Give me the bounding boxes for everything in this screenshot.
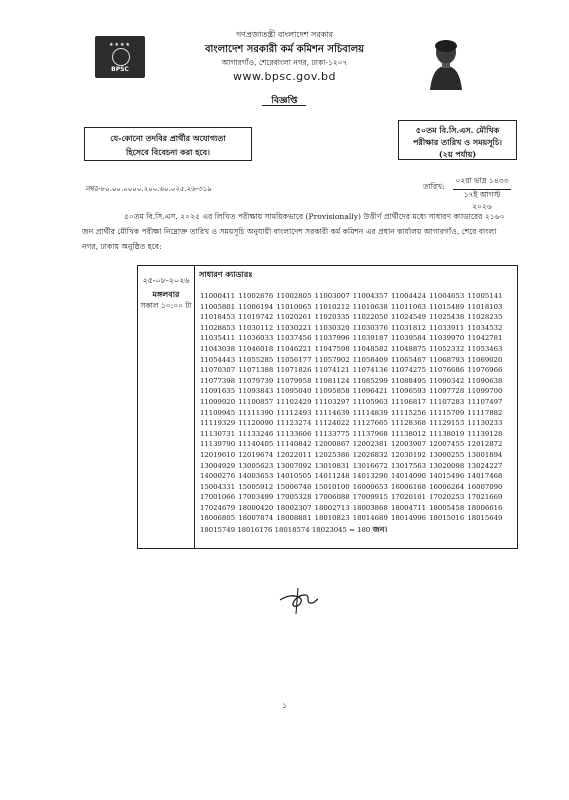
roll-number: 11074121 (314, 366, 350, 375)
roll-number: 11057902 (314, 355, 350, 364)
roll-number: 15006746 (276, 482, 312, 491)
roll-number: 11022050 (352, 313, 388, 322)
table-row (200, 408, 515, 419)
warning-box (84, 127, 252, 161)
table-row (200, 386, 515, 397)
roll-number: 11079739 (238, 376, 274, 385)
table-row (200, 418, 515, 429)
roll-number: 11095040 (276, 387, 312, 396)
roll-number: 17021669 (467, 493, 503, 502)
table-row (200, 461, 515, 472)
roll-number: 14014090 (390, 472, 427, 481)
roll-number: 11129153 (429, 419, 465, 428)
roll-number: 11048582 (352, 344, 388, 353)
roll-number: 11028853 (200, 323, 236, 332)
roll-number: 11037996 (314, 334, 350, 343)
roll-number: 11011063 (390, 302, 427, 311)
roll-number: 11010638 (352, 302, 388, 311)
roll-number: 12007455 (429, 440, 465, 449)
roll-number: 11109945 (200, 408, 236, 417)
roll-number: 11130233 (467, 419, 503, 428)
roll-number: 18006616 (467, 503, 503, 512)
table-row (200, 450, 515, 461)
roll-number: 11081124 (314, 376, 350, 385)
roll-number: 18004711 (390, 503, 427, 512)
roll-number: 11065467 (390, 355, 427, 364)
roll-number: 11095858 (314, 387, 350, 396)
roll-number: 11024549 (390, 313, 427, 322)
roll-number: 11105963 (352, 397, 388, 406)
exam-time: সকাল ১০:০০ টা (140, 301, 192, 310)
table-row (200, 429, 515, 440)
roll-number: 11046221 (276, 344, 312, 353)
roll-number: 13005623 (238, 461, 274, 470)
roll-number: 11088495 (390, 376, 427, 385)
table-row (200, 291, 515, 302)
table-row (200, 482, 515, 493)
roll-number: 11015489 (429, 302, 465, 311)
roll-number: 18007874 (238, 514, 274, 523)
roll-number: 11114639 (314, 408, 350, 417)
roll-number: 13001894 (467, 450, 503, 459)
roll-number: 11096593 (390, 387, 427, 396)
roll-number: 11097728 (429, 387, 465, 396)
roll-number: 16006264 (429, 482, 465, 491)
roll-number: 17024679 (200, 503, 236, 512)
table-row (200, 302, 515, 313)
roll-number: 11140842 (276, 440, 312, 449)
roll-number: 16000653 (352, 482, 388, 491)
roll-number: 11058409 (352, 355, 388, 364)
date-label: তারিখ: (423, 182, 445, 191)
roll-number: 18002307 (276, 503, 312, 512)
last-roll: 18016176 (237, 526, 273, 534)
exam-date: ২৫-০৮-২০২৬ (142, 276, 190, 285)
roll-number: 11054443 (200, 355, 236, 364)
roll-number: 11039970 (429, 334, 465, 343)
roll-number: 11018453 (200, 313, 236, 322)
table-row (200, 376, 515, 387)
roll-number: 14015496 (429, 472, 465, 481)
roll-number: 13020098 (429, 461, 465, 470)
memo-number: নম্বর-৮০.০০.০০০০.২০০.৬০.০২৫.২৬-৩১৯ (86, 185, 212, 193)
total-line (200, 524, 387, 537)
roll-number: 13024227 (467, 461, 503, 470)
roll-number: 11020261 (276, 313, 312, 322)
roll-number: 15005912 (238, 482, 274, 491)
roll-number: 14013290 (352, 472, 388, 481)
roll-number: 12000867 (314, 440, 350, 449)
roll-number: 11069020 (467, 355, 503, 364)
roll-number: 11111390 (238, 408, 274, 417)
roll-number: 11025438 (429, 313, 465, 322)
roll-number: 14000276 (200, 472, 236, 481)
roll-number: 11090342 (429, 376, 465, 385)
table-row (200, 312, 515, 323)
roll-number: 11124022 (314, 419, 350, 428)
roll-number: 11030320 (314, 323, 350, 332)
warning-line-2: হিসেবে বিবেচনা করা হবে। (126, 147, 210, 157)
subject-line-1: ৫০তম বি.সি.এস. মৌখিক (415, 125, 500, 135)
address: আগারগাঁও, শেরেবাংলা নগর, ঢাকা-১২০৭ (221, 58, 348, 67)
roll-number: 12026832 (352, 450, 388, 459)
roll-number: 11010212 (314, 302, 350, 311)
roll-number: 11034532 (467, 323, 503, 332)
notice-underline (262, 105, 306, 106)
roll-number: 11002805 (276, 292, 312, 300)
subject-line-3: (২য় পর্যায়) (438, 149, 477, 159)
last-roll: 18018574 (274, 526, 310, 534)
roll-number: 11091635 (200, 387, 236, 396)
roll-number: 11004424 (390, 292, 427, 300)
date-bangla: ০২রা ভাদ্র ১৪৩৩ (453, 176, 511, 190)
table-row (200, 397, 515, 408)
roll-number: 11000411 (200, 292, 236, 300)
roll-number: 11103297 (314, 397, 350, 406)
roll-number: 18014996 (390, 514, 427, 523)
roll-number: 11003007 (314, 292, 350, 300)
roll-number: 17009915 (352, 493, 388, 502)
roll-number: 15004331 (200, 482, 236, 491)
roll-number: 12012872 (467, 440, 503, 449)
roll-number: 11139128 (467, 429, 503, 438)
total-count: 180 (357, 526, 371, 534)
roll-number: 11020335 (314, 313, 350, 322)
roll-number: 18008881 (276, 514, 312, 523)
roll-number: 11074275 (390, 366, 427, 375)
website-link[interactable]: www.bpsc.gov.bd (232, 70, 337, 83)
roll-number: 11053463 (467, 344, 503, 353)
roll-number: 11079958 (276, 376, 312, 385)
roll-number: 18015649 (467, 514, 503, 523)
roll-number: 11030376 (352, 323, 388, 332)
roll-number: 11137968 (352, 429, 388, 438)
commission-title: বাংলাদেশ সরকারী কর্ম কমিশন সচিবালয় (204, 44, 365, 55)
roll-number: 11035411 (200, 334, 236, 343)
notice-paragraph: ৫০তম বি.সি.এস. ২০২৫ এর লিখিত পরীক্ষায় সাময়িকভাবে (Provisionally) উত্তীর্ণ প্রার্থীদের মধ্যে সাধারণ ক্যাডারের ২১৬০ জন প্রার্থীর মৌখিক পরীক্ষা নিম্নোক্ত তারিখ ও সময়সূচি অনুযায়ী বাংলাদেশ সরকারী কর্ম কমিশন এর প্রধান কার্যালয় আগারগাঁও, শেরে বাংলা নগর, ঢাকায় অনুষ্ঠিত হবে: (82, 212, 505, 251)
roll-number: 11102429 (276, 397, 312, 406)
roll-number: 14011248 (314, 472, 350, 481)
roll-number: 12030192 (390, 450, 427, 459)
roll-number: 17001066 (200, 493, 236, 502)
cadre-label: সাধারণ ক্যাডারঃ (199, 269, 253, 279)
table-row (200, 513, 515, 524)
roll-number: 17020101 (390, 493, 427, 502)
roll-number: 11071388 (238, 366, 274, 375)
exam-day: মঙ্গলবার (152, 289, 180, 299)
roll-number: 11123274 (276, 419, 312, 428)
last-roll: 18023045 (311, 526, 347, 534)
roll-number: 16006168 (390, 482, 427, 491)
table-row (200, 355, 515, 366)
table-divider (194, 265, 195, 549)
roll-number: 11010065 (276, 302, 312, 311)
roll-number: 17003499 (238, 493, 274, 502)
roll-number: 18005458 (429, 503, 465, 512)
roll-number: 13010831 (314, 461, 350, 470)
roll-number: 18010823 (314, 514, 350, 523)
roll-number: 11068793 (429, 355, 465, 364)
table-row (200, 503, 515, 514)
table-row (200, 344, 515, 355)
table-row (200, 492, 515, 503)
roll-number: 13017563 (390, 461, 427, 470)
roll-number: 11052332 (429, 344, 465, 353)
roll-number: 11005141 (467, 292, 503, 300)
table-row (200, 323, 515, 334)
roll-number: 13016672 (352, 461, 388, 470)
roll-number: 11128368 (390, 419, 427, 428)
roll-number: 12003907 (390, 440, 427, 449)
roll-number: 11076966 (467, 366, 503, 375)
roll-number: 11037456 (276, 334, 312, 343)
notice-title: বিজ্ঞপ্তি (271, 96, 298, 106)
roll-number: 11115709 (429, 408, 465, 417)
roll-number: 16007090 (467, 482, 503, 491)
subject-line-2: পরীক্ষার তারিখ ও সময়সূচি। (412, 137, 503, 147)
roll-number: 11006194 (238, 302, 274, 311)
roll-number: 11138012 (390, 429, 427, 438)
roll-number: 11031812 (390, 323, 427, 332)
subject-box (398, 120, 517, 160)
roll-number: 18015016 (429, 514, 465, 523)
logo-text: BPSC (111, 66, 129, 73)
roll-number: 12002381 (352, 440, 388, 449)
roll-number: 11074136 (352, 366, 388, 375)
roll-number: 11047598 (314, 344, 350, 353)
roll-number-list (200, 291, 515, 524)
roll-number: 11004357 (352, 292, 388, 300)
roll-number: 11056177 (276, 355, 312, 364)
roll-number: 12022011 (276, 450, 312, 459)
roll-number: 11096421 (352, 387, 388, 396)
roll-number: 11055285 (238, 355, 274, 364)
table-row (200, 471, 515, 482)
table-row (200, 439, 515, 450)
roll-number: 18014689 (352, 514, 388, 523)
roll-number: 11093843 (238, 387, 274, 396)
roll-number: 11046018 (238, 344, 274, 353)
roll-number: 11042781 (467, 334, 503, 343)
roll-number: 11119329 (200, 419, 236, 428)
roll-number: 11043038 (200, 344, 236, 353)
roll-number: 11120090 (238, 419, 274, 428)
roll-number: 13007092 (276, 461, 312, 470)
roll-number: 14017468 (467, 472, 503, 481)
roll-number: 17005328 (276, 493, 312, 502)
roll-number: 11019742 (238, 313, 274, 322)
roll-number: 11039584 (390, 334, 427, 343)
roll-number: 11133606 (276, 429, 312, 438)
roll-number: 13004929 (200, 461, 236, 470)
roll-number: 11100857 (238, 397, 274, 406)
roll-number: 11112493 (276, 408, 312, 417)
roll-number: 11076686 (429, 366, 465, 375)
roll-number: 11070307 (200, 366, 236, 375)
table-row (200, 365, 515, 376)
total-equals: = (349, 526, 355, 534)
page-number: ১ (281, 701, 288, 710)
roll-number: 11115256 (390, 408, 427, 417)
roll-number: 11048875 (390, 344, 427, 353)
roll-number: 11033911 (429, 323, 465, 332)
date-english: ১৭ই আগস্ট ২০২৬ (463, 190, 501, 211)
roll-number: 11028235 (467, 313, 503, 322)
table-row (200, 333, 515, 344)
last-roll: 18015749 (200, 526, 236, 534)
logo-stars: ★★★★ (109, 42, 131, 48)
roll-number: 11133246 (238, 429, 274, 438)
roll-number: 13000255 (429, 450, 465, 459)
roll-number: 11140405 (238, 440, 274, 449)
govt-title: গণপ্রজাতন্ত্রী বাংলাদেশ সরকার (235, 30, 334, 39)
roll-number: 12019674 (238, 450, 274, 459)
total-unit: জন। (372, 524, 388, 534)
roll-number: 11139790 (200, 440, 236, 449)
roll-number: 11004653 (429, 292, 465, 300)
roll-number: 11114839 (352, 408, 388, 417)
roll-number: 11099920 (200, 397, 236, 406)
roll-number: 11071826 (276, 366, 312, 375)
roll-number: 11138019 (429, 429, 465, 438)
roll-number: 18003868 (352, 503, 388, 512)
roll-number: 11107497 (467, 397, 503, 406)
roll-number: 11106817 (390, 397, 427, 406)
roll-number: 11107283 (429, 397, 465, 406)
roll-number: 12025386 (314, 450, 350, 459)
roll-number: 11117882 (467, 408, 503, 417)
roll-number: 11002676 (238, 292, 274, 300)
roll-number: 17020253 (429, 493, 465, 502)
roll-number: 11039187 (352, 334, 388, 343)
signature-icon (276, 586, 320, 616)
warning-line-1: যে-কোনো তদবির প্রার্থীর অযোগ্যতা (110, 133, 226, 143)
roll-number: 11085299 (352, 376, 388, 385)
roll-number: 11018103 (467, 302, 503, 311)
roll-number: 11099700 (467, 387, 503, 396)
roll-number: 14010505 (276, 472, 312, 481)
roll-number: 11030112 (238, 323, 274, 332)
roll-number: 11130731 (200, 429, 236, 438)
roll-number: 11030221 (276, 323, 312, 332)
roll-number: 15010100 (314, 482, 350, 491)
roll-number: 17006088 (314, 493, 350, 502)
roll-number: 11077398 (200, 376, 236, 385)
roll-number: 18002713 (314, 503, 350, 512)
roll-number: 18000420 (238, 503, 274, 512)
roll-number: 14003653 (238, 472, 274, 481)
roll-number: 11036033 (238, 334, 274, 343)
roll-number: 11090638 (467, 376, 503, 385)
roll-number: 18006805 (200, 514, 236, 523)
roll-number: 11127665 (352, 419, 388, 428)
roll-number: 12019610 (200, 450, 236, 459)
roll-number: 11005801 (200, 302, 236, 311)
roll-number: 11133775 (314, 429, 350, 438)
